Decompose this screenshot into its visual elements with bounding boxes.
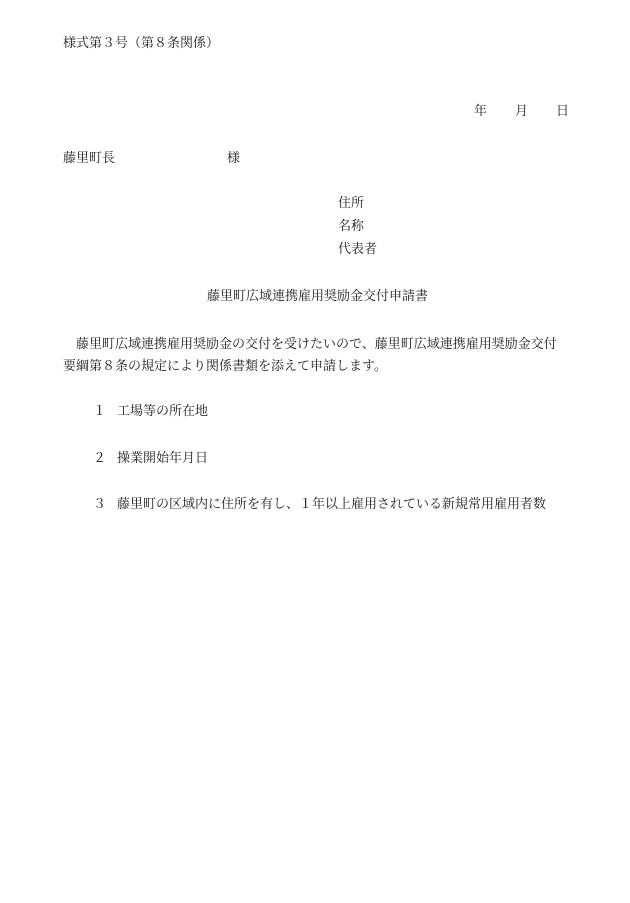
list-item-employee-count: [93, 497, 546, 513]
applicant-block: [338, 196, 377, 265]
body-line-1: 藤里町広域連携雇用奨励金の交付を受けたいので、藤里町広域連携雇用奨励金交付: [63, 337, 557, 352]
document-title: 藤里町広域連携雇用奨励金交付申請書: [207, 289, 429, 304]
month-label: 月: [515, 104, 529, 119]
item-number: ２: [93, 451, 107, 466]
list-item-location: [93, 404, 208, 420]
address-label: 住所: [338, 196, 365, 211]
item-number: ３: [93, 497, 107, 512]
item-label: 操業開始年月日: [117, 451, 209, 466]
list-item-start-date: [93, 451, 208, 467]
addressee-name: 藤里町長: [63, 151, 116, 166]
item-label: 工場等の所在地: [117, 404, 209, 419]
representative-label: 代表者: [338, 242, 378, 257]
year-label: 年: [474, 104, 488, 119]
day-label: 日: [556, 104, 570, 119]
form-number: 様式第３号（第８条関係）: [63, 36, 220, 51]
item-number: １: [93, 404, 107, 419]
date-line: [474, 104, 569, 120]
company-name-label: 名称: [338, 219, 365, 234]
body-paragraph: [63, 334, 585, 378]
item-label: 藤里町の区域内に住所を有し、１年以上雇用されている新規常用雇用者数: [117, 497, 547, 512]
body-line-2: 要綱第８条の規定により関係書類を添えて申請します。: [63, 359, 387, 374]
addressee-honorific: 様: [227, 151, 241, 166]
